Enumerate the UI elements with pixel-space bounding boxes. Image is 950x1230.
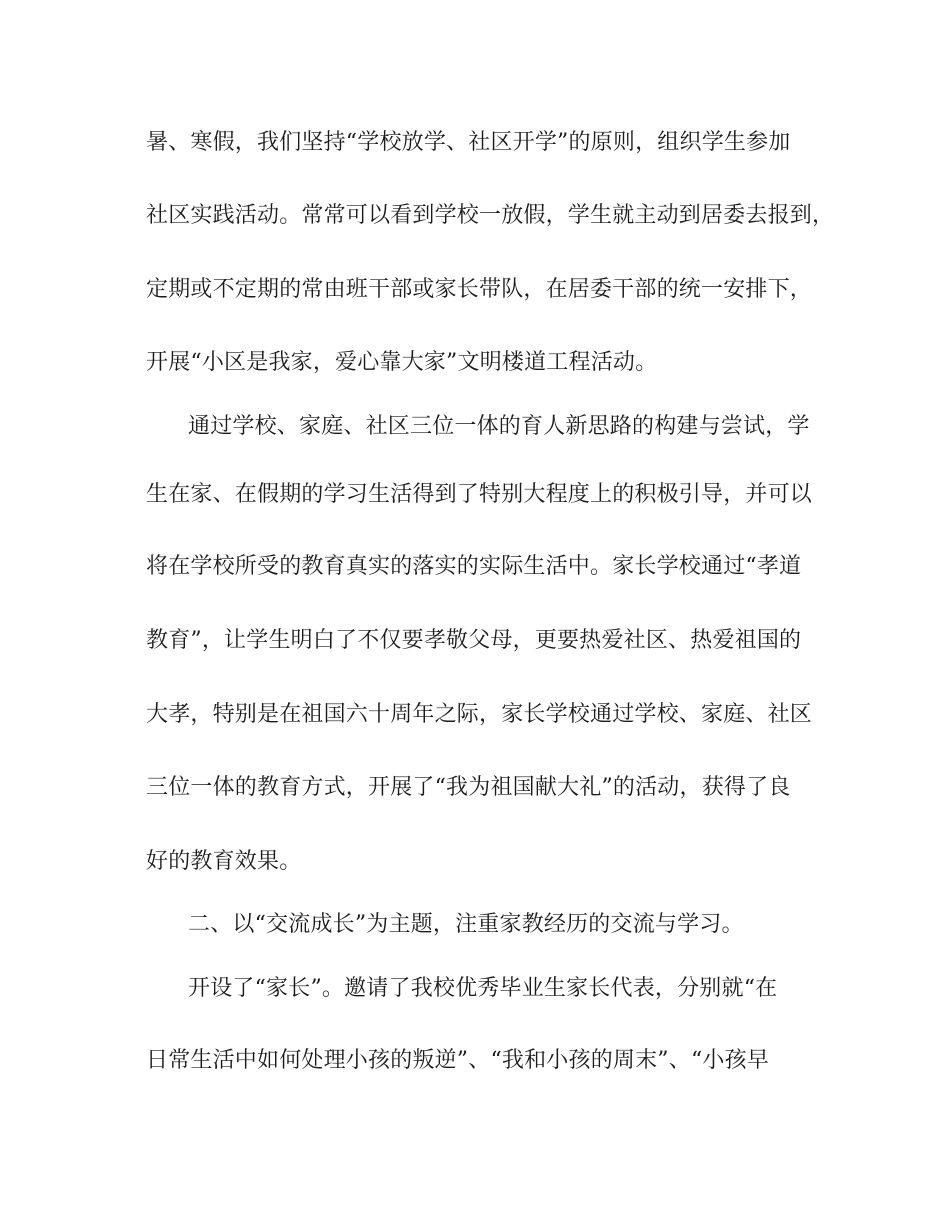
paragraph-line: 将在学校所受的教育真实的落实的实际生活中。家长学校通过“孝道 — [146, 554, 802, 579]
paragraph-line: 日常生活中如何处理小孩的叛逆”、“我和小孩的周末”、“小孩早 — [146, 1048, 769, 1073]
paragraph-line: 三位一体的教育方式，开展了“我为祖国献大礼”的活动，获得了良 — [146, 775, 791, 800]
paragraph-line: 开展“小区是我家，爱心靠大家”文明楼道工程活动。 — [146, 350, 658, 375]
paragraph-line: 定期或不定期的常由班干部或家长带队，在居委干部的统一安排下， — [146, 277, 813, 302]
paragraph-line: 教育”，让学生明白了不仅要孝敬父母，更要热爱社区、热爱祖国的 — [146, 628, 802, 653]
section-heading: 二、以“交流成长”为主题，注重家教经历的交流与学习。 — [188, 912, 744, 937]
paragraph-line: 开设了“家长”。邀请了我校优秀毕业生家长代表，分别就“在 — [188, 976, 778, 1001]
paragraph-line: 好的教育效果。 — [146, 849, 302, 874]
paragraph-line: 社区实践活动。常常可以看到学校一放假，学生就主动到居委去报到， — [146, 203, 835, 228]
paragraph-line: 大孝，特别是在祖国六十周年之际，家长学校通过学校、家庭、社区 — [146, 702, 813, 727]
paragraph-line: 暑、寒假，我们坚持“学校放学、社区开学”的原则，组织学生参加 — [146, 130, 791, 155]
paragraph-line: 生在家、在假期的学习生活得到了特别大程度上的积极引导，并可以 — [146, 482, 813, 507]
paragraph-line: 通过学校、家庭、社区三位一体的育人新思路的构建与尝试，学 — [188, 414, 810, 439]
